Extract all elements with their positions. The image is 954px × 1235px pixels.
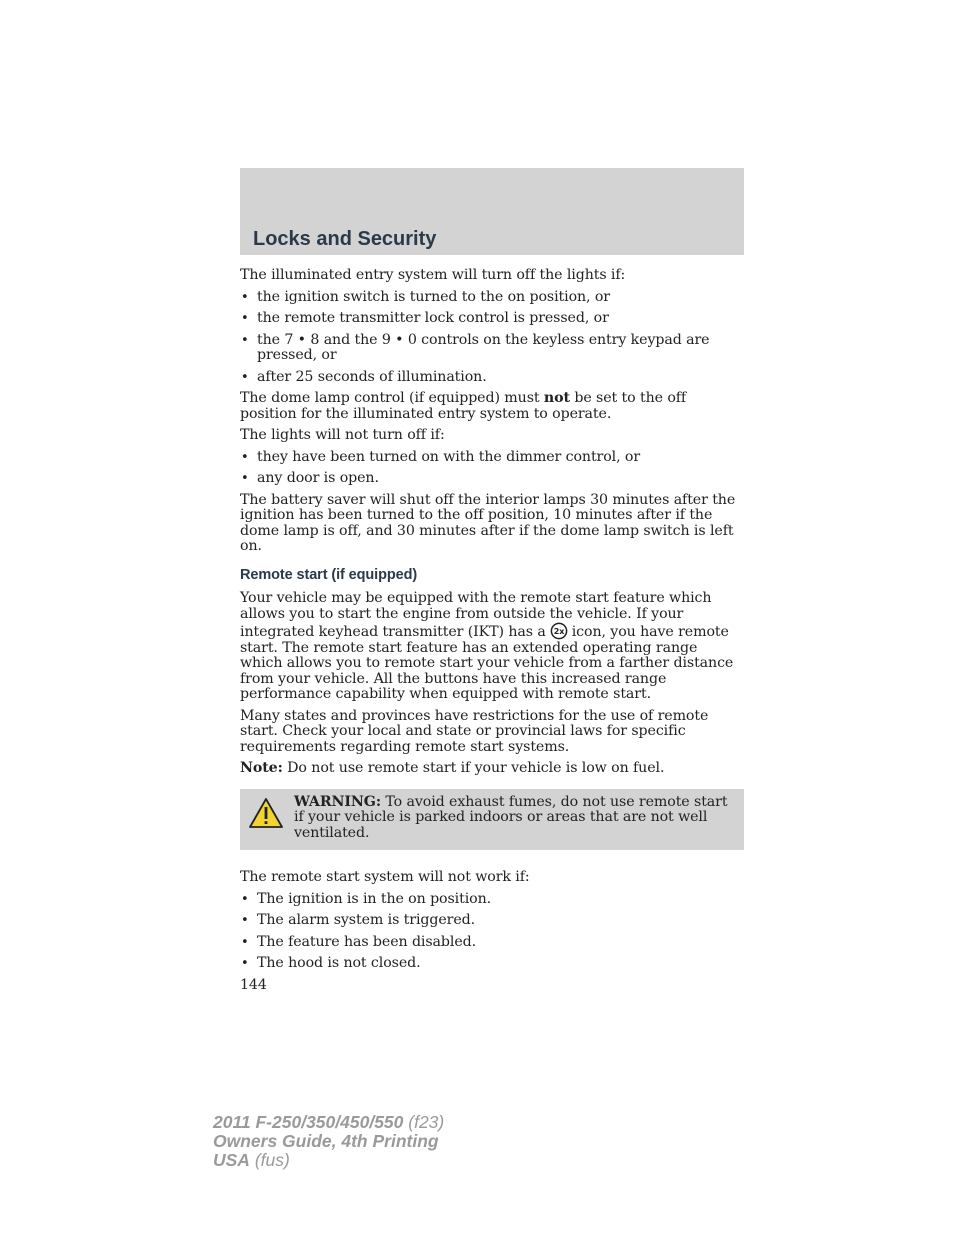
list-item: • The ignition is in the on position. (240, 892, 744, 908)
list-item: • The hood is not closed. (240, 956, 744, 972)
fuel-note (240, 761, 744, 777)
remote-start-paragraph (240, 591, 744, 703)
footer-region-code: (fus) (249, 1150, 290, 1170)
intro-paragraph: The illuminated entry system will turn off the lights if: (240, 267, 626, 283)
remote-start-text-after: icon, you have remote start. The remote start feature has an extended operating range which allows you to remote start your vehicle from a farther distance from your vehicle. All the buttons have this increased range performance capability when equipped with remote start. (240, 624, 734, 702)
list-item: • after 25 seconds of illumination. (240, 370, 744, 386)
remote-start-heading: Remote start (if equipped) (240, 566, 418, 583)
list-item: • The alarm system is triggered. (240, 913, 744, 929)
footer-region: USA (213, 1150, 250, 1170)
not-work-intro: The remote start system will not work if: (240, 869, 530, 885)
warning-box (240, 789, 744, 851)
dome-lamp-paragraph (240, 391, 744, 422)
list-item: • the remote transmitter lock control is pressed, or (240, 311, 744, 327)
list-item: • they have been turned on with the dimmer control, or (240, 450, 744, 466)
dome-text-after: be set to the off position for the illuminated entry system to operate. (240, 390, 687, 422)
footer-model: 2011 F-250/350/450/550 (213, 1112, 404, 1132)
section-title: Locks and Security (253, 228, 437, 250)
warning-text: To avoid exhaust fumes, do not use remote start if your vehicle is parked indoors or areas that are not well ventilated. (294, 793, 728, 841)
footer-line-region (213, 1151, 444, 1170)
page-content (240, 268, 744, 993)
list-item: • any door is open. (240, 471, 744, 487)
list-item: • the ignition switch is turned to the on position, or (240, 290, 744, 306)
dome-emphasis: not (543, 390, 570, 406)
note-text: Do not use remote start if your vehicle is low on fuel. (282, 760, 665, 776)
footer-model-code: (f23) (403, 1112, 445, 1132)
lights-not-off-list (240, 450, 744, 487)
list-item: • The feature has been disabled. (240, 935, 744, 951)
document-footer (213, 1113, 444, 1170)
list-item: • the 7 • 8 and the 9 • 0 controls on the keyless entry keypad are pressed, or (240, 333, 744, 364)
section-header-band (240, 168, 744, 255)
warning-triangle-icon (248, 797, 284, 829)
note-label: Note: (240, 760, 283, 776)
restrictions-paragraph: Many states and provinces have restrictions for the use of remote start. Check your local and state or provincial laws for specific requirements regarding remote start systems. (240, 707, 709, 755)
dome-text-before: The dome lamp control (if equipped) must (240, 390, 544, 406)
remote-start-2x-icon (550, 622, 568, 640)
remote-start-icon-label: 2x (553, 627, 564, 636)
not-off-intro: The lights will not turn off if: (240, 427, 445, 443)
battery-saver-paragraph: The battery saver will shut off the interior lamps 30 minutes after the ignition has been turned to the off position, 10 minutes after if the dome lamp is off, and 30 minutes after if the dome lamp switch is left on. (240, 491, 736, 554)
page-number: 144 (240, 976, 267, 993)
footer-line-model (213, 1113, 444, 1132)
warning-label: WARNING: (294, 793, 381, 810)
lights-off-list (240, 290, 744, 386)
not-work-list (240, 892, 744, 972)
footer-line-printing: Owners Guide, 4th Printing (213, 1131, 439, 1151)
remote-start-text-before: Your vehicle may be equipped with the remote start feature which allows you to start the engine from outside the vehicle. If your integrated keyhead transmitter (IKT) has a (240, 590, 712, 640)
